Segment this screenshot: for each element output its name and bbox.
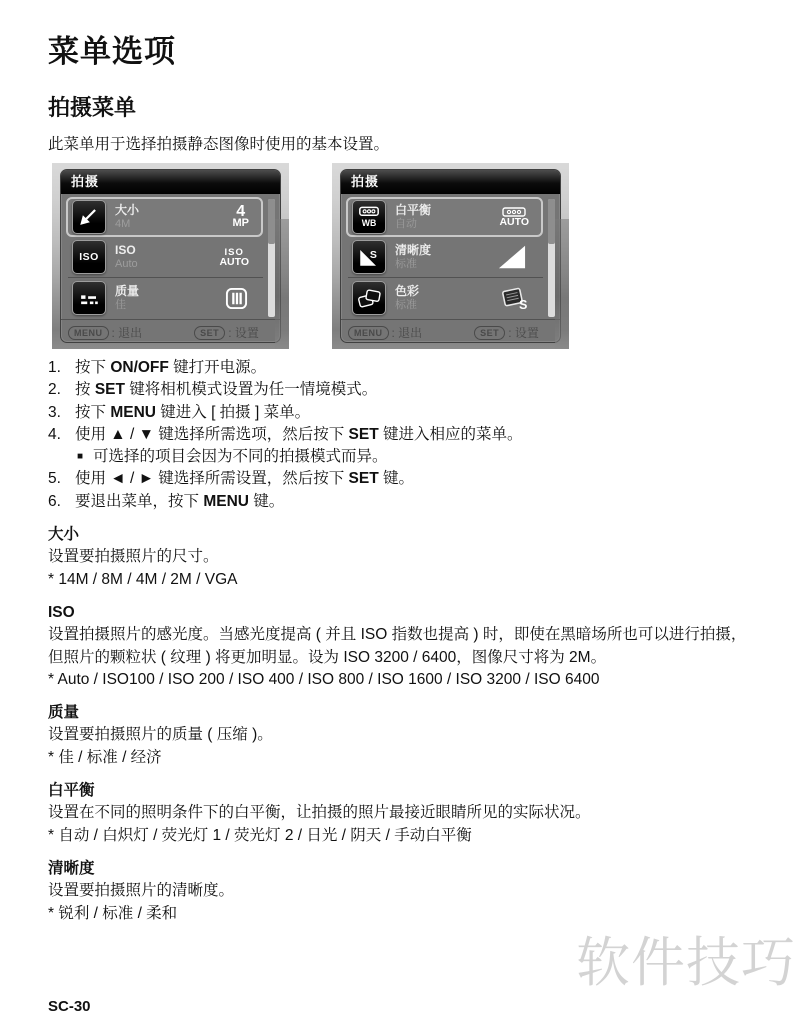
size-setting-indicator: 4 MP xyxy=(232,203,249,229)
menu-item-list xyxy=(61,194,280,319)
menu-title-bar xyxy=(341,170,560,194)
intro-text: 此菜单用于选择拍摄静态图像时使用的基本设置。 xyxy=(48,136,390,153)
section-heading: 白平衡 xyxy=(48,782,95,800)
menu-item-label: ISO xyxy=(115,242,136,257)
scrollbar[interactable] xyxy=(548,199,555,317)
instruction-steps xyxy=(48,357,760,513)
menu-footer xyxy=(61,319,280,345)
svg-text:S: S xyxy=(518,297,528,312)
menu-key-action: : 退出 xyxy=(111,326,143,340)
set-key-action: : 设置 xyxy=(228,326,259,340)
menu-key-badge[interactable]: MENU xyxy=(68,326,109,340)
section-heading: 质量 xyxy=(48,704,80,722)
svg-text:S: S xyxy=(369,248,377,261)
menu-item-label: 大小 xyxy=(115,202,140,217)
menu-item-value: 自动 xyxy=(395,217,417,230)
section-options: * Auto / ISO100 / ISO 200 / ISO 400 / ISO 800 / ISO 1600 / ISO 3200 / ISO 6400 xyxy=(48,670,600,688)
menu-title: 拍摄 xyxy=(351,174,380,189)
menu-item-label: 色彩 xyxy=(395,283,420,298)
step-1: 1. 按下 ON/OFF 键打开电源。 xyxy=(48,359,267,376)
menu-item-quality[interactable] xyxy=(66,278,263,318)
sharpness-icon xyxy=(352,240,386,274)
color-standard-icon xyxy=(500,285,529,312)
wb-auto-icon: AUTO xyxy=(499,207,529,227)
menu-item-list xyxy=(341,194,560,319)
section-body: 设置要拍摄照片的清晰度。 xyxy=(48,882,235,900)
shooting-menu-panel xyxy=(60,169,281,343)
section-body: 设置拍摄照片的感光度。当感光度提高 ( 并且 ISO 指数也提高 ) 时，即使在黑暗场所也可以进行拍摄，但照片的颗粒状 ( 纹理 ) 将更加明显。设为 ISO 3200 / 6400，图像尺寸将为 2M。 xyxy=(48,626,747,666)
iso-setting-indicator: ISO AUTO xyxy=(219,246,249,268)
camera-screen-shooting-menu-2 xyxy=(332,163,569,349)
color-icon xyxy=(352,281,386,315)
shooting-menu-panel xyxy=(340,169,561,343)
menu-item-sharpness[interactable] xyxy=(346,237,543,277)
section-heading: 清晰度 xyxy=(48,859,95,877)
quality-icon xyxy=(72,281,106,315)
step-5: 5. 使用 ◄ / ► 键选择所需设置，然后按下 SET 键。 xyxy=(48,470,414,488)
section-heading: 大小 xyxy=(48,526,80,544)
section-清晰度 xyxy=(48,858,760,925)
section-options: * 佳 / 标准 / 经济 xyxy=(48,748,162,766)
menu-item-value: 标准 xyxy=(395,257,417,270)
sharpness-level-icon xyxy=(495,243,529,271)
menu-key-action: : 退出 xyxy=(391,326,423,340)
scrollbar-thumb[interactable] xyxy=(548,199,555,244)
step-2: 2. 按 SET 键将相机模式设置为任一情境模式。 xyxy=(48,381,378,399)
page-number: SC-30 xyxy=(48,998,91,1015)
step-3: 3. 按下 MENU 键进入 [ 拍摄 ] 菜单。 xyxy=(48,403,311,421)
section-options: * 锐利 / 标准 / 柔和 xyxy=(48,904,178,922)
white-balance-icon xyxy=(352,200,386,234)
menu-item-label: 清晰度 xyxy=(395,242,432,257)
section-title: 拍摄菜单 xyxy=(48,95,137,120)
step-4-note: ■ 可选择的项目会因为不同的拍摄模式而异。 xyxy=(77,448,388,466)
menu-item-value: 佳 xyxy=(115,298,126,311)
section-质量 xyxy=(48,702,760,769)
menu-item-color[interactable] xyxy=(346,278,543,318)
section-白平衡 xyxy=(48,780,760,847)
section-heading: ISO xyxy=(48,603,75,621)
menu-item-value: 4M xyxy=(115,217,131,230)
watermark: 软件技巧 xyxy=(576,933,796,993)
setting-sections xyxy=(48,524,760,925)
step-4: 4. 使用 ▲ / ▼ 键选择所需选项，然后按下 SET 键进入相应的菜单。 xyxy=(48,425,523,443)
menu-key-badge[interactable]: MENU xyxy=(348,326,389,340)
menu-item-value: 标准 xyxy=(395,298,417,311)
set-key-badge[interactable]: SET xyxy=(474,326,505,340)
menu-item-white-balance[interactable] xyxy=(346,197,543,237)
section-body: 设置要拍摄照片的尺寸。 xyxy=(48,548,219,566)
menu-item-value: Auto xyxy=(115,257,138,270)
section-大小 xyxy=(48,524,760,591)
camera-screenshots xyxy=(52,163,760,349)
section-body: 设置在不同的照明条件下的白平衡，让拍摄的照片最接近眼睛所见的实际状况。 xyxy=(48,804,591,822)
step-6: 6. 要退出菜单，按下 MENU 键。 xyxy=(48,492,285,510)
page-title: 菜单选项 xyxy=(48,34,176,69)
menu-title: 拍摄 xyxy=(71,174,100,189)
set-key-badge[interactable]: SET xyxy=(194,326,225,340)
camera-screen-shooting-menu-1 xyxy=(52,163,289,349)
menu-item-label: 白平衡 xyxy=(395,202,432,217)
menu-item-size[interactable] xyxy=(66,197,263,237)
section-options: * 自动 / 白炽灯 / 荧光灯 1 / 荧光灯 2 / 日光 / 阴天 / 手动白平衡 xyxy=(48,826,472,844)
compression-fine-icon xyxy=(224,287,249,310)
menu-title-bar xyxy=(61,170,280,194)
menu-item-iso[interactable] xyxy=(66,237,263,277)
iso-icon: ISO xyxy=(72,240,106,274)
set-key-action: : 设置 xyxy=(508,326,539,340)
section-body: 设置要拍摄照片的质量 ( 压缩 )。 xyxy=(48,726,273,744)
menu-footer xyxy=(341,319,560,345)
svg-text:WB: WB xyxy=(361,217,377,228)
size-icon xyxy=(72,200,106,234)
scrollbar-thumb[interactable] xyxy=(268,199,275,244)
menu-item-label: 质量 xyxy=(115,283,140,298)
section-ISO xyxy=(48,602,760,691)
section-options: * 14M / 8M / 4M / 2M / VGA xyxy=(48,570,238,588)
scrollbar[interactable] xyxy=(268,199,275,317)
